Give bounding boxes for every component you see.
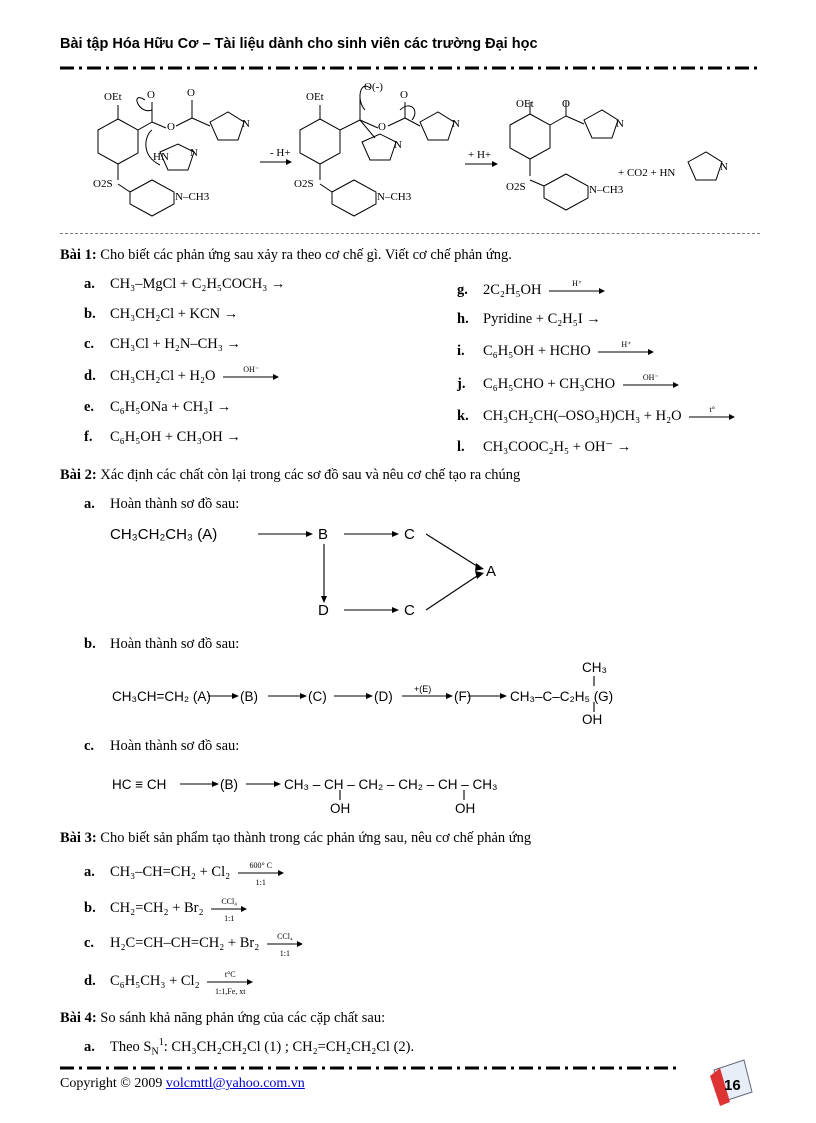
item-label: b. bbox=[84, 306, 96, 322]
scheme-a-end: A bbox=[486, 563, 497, 580]
bai1-item-b bbox=[84, 306, 238, 323]
item-label: g. bbox=[457, 282, 468, 298]
scheme-c-product: CH₃ – CH – CH₂ – CH₂ – CH – CH₃ bbox=[284, 777, 498, 792]
bai3-item-a bbox=[84, 860, 284, 887]
sn-subscript: N bbox=[151, 1046, 159, 1058]
arrow-condition: H⁺ bbox=[572, 278, 583, 288]
bai1-item-e bbox=[84, 399, 231, 416]
bai1-item-f bbox=[84, 429, 241, 446]
item-label: d. bbox=[84, 973, 96, 989]
mech-n-5: N bbox=[616, 118, 624, 130]
item-text: C₆H₅CH₃ + Cl₂ bbox=[110, 973, 200, 989]
mech-ch3-1: N–CH3 bbox=[175, 191, 210, 203]
item-label: h. bbox=[457, 311, 469, 327]
reaction-arrow bbox=[207, 969, 253, 996]
scheme-a-start: CH₃CH₂CH₃ (A) bbox=[110, 526, 218, 543]
mech-products: + CO2 + HN bbox=[618, 167, 676, 179]
item-text: C₆H₅CHO + CH₃CHO bbox=[483, 376, 616, 392]
scheme-a-c: C bbox=[404, 526, 415, 543]
page-header: Bài tập Hóa Hữu Cơ – Tài liệu dành cho sinh viên các trường Đại học bbox=[60, 36, 538, 52]
bai4-item-a bbox=[84, 1037, 414, 1058]
arrow-condition: OH⁻ bbox=[642, 372, 659, 382]
item-text: CH₃CH₂CH(–OSO₃H)CH₃ + H₂O bbox=[483, 408, 682, 424]
email-link[interactable]: volcmttl@yahoo.com.vn bbox=[165, 1076, 305, 1091]
item-label: b. bbox=[84, 636, 96, 652]
bai1-item-a bbox=[84, 276, 285, 293]
reaction-arrow bbox=[549, 278, 605, 295]
item-label: k. bbox=[457, 408, 469, 424]
arrow-condition: CCl₄ bbox=[221, 896, 238, 906]
item-label: c. bbox=[84, 336, 95, 352]
item-label: b. bbox=[84, 900, 96, 916]
bai2-a-scheme bbox=[108, 518, 528, 628]
reaction-arrow bbox=[238, 860, 284, 887]
mech-hn-1: HN bbox=[153, 151, 169, 163]
bai3-text: Cho biết sản phẩm tạo thành trong các phản ứng sau, nêu cơ chế phản ứng bbox=[100, 830, 532, 846]
scheme-a-d: D bbox=[318, 602, 329, 619]
bai1-item-l bbox=[457, 439, 631, 456]
bai4-title: Bài 4: bbox=[60, 1010, 97, 1026]
bai4-text: So sánh khả năng phản ứng của các cặp chất sau: bbox=[100, 1010, 386, 1026]
bai1-item-k bbox=[457, 404, 735, 425]
item-text: CH₃–CH=CH₂ + Cl₂ bbox=[110, 864, 231, 880]
mech-n-4: N bbox=[394, 139, 402, 151]
item-text: CH₃CH₂Cl + KCN → bbox=[110, 306, 239, 322]
scheme-c-start: HC ≡ CH bbox=[112, 777, 167, 792]
mech-o-1: O bbox=[147, 89, 155, 101]
reaction-arrow bbox=[223, 364, 279, 381]
scheme-b-c: (C) bbox=[308, 689, 327, 704]
mech-o-minus: O(-) bbox=[364, 81, 383, 93]
reaction-arrow bbox=[267, 931, 303, 958]
mech-o-3: O bbox=[187, 87, 195, 99]
bai1-item-j bbox=[457, 372, 679, 393]
arrow-condition: CCl₄ bbox=[277, 931, 293, 941]
mech-n-3: N bbox=[452, 118, 460, 130]
bai3-heading bbox=[60, 830, 531, 847]
item-text: CH₃COOC₂H₅ + OH⁻ → bbox=[483, 439, 632, 455]
arrow-ratio: 1:1 bbox=[279, 948, 291, 958]
item-text: H₂C=CH–CH=CH₂ + Br₂ bbox=[110, 935, 260, 951]
item-text: CH₂=CH₂ + Br₂ bbox=[110, 900, 204, 916]
item-text: CH₃CH₂Cl + H₂O bbox=[110, 368, 216, 384]
arrow-condition: 600° C bbox=[249, 860, 273, 870]
mech-so2-2: O2S bbox=[294, 178, 314, 190]
sn-superscript: 1 bbox=[158, 1037, 164, 1048]
bai1-item-g bbox=[457, 278, 605, 299]
arrow-ratio: 1:1 bbox=[255, 877, 266, 887]
item-text: CH₃–MgCl + C₂H₅COCH₃ → bbox=[110, 276, 286, 292]
item-label: a. bbox=[84, 864, 95, 880]
bai1-heading bbox=[60, 247, 512, 264]
item-text: 2C₂H₅OH bbox=[483, 282, 542, 298]
footer-divider bbox=[60, 1064, 680, 1072]
arrow-condition: t°C bbox=[224, 969, 236, 979]
scheme-b-d: (D) bbox=[374, 689, 393, 704]
arrow-condition: H⁺ bbox=[621, 339, 632, 349]
item-label: a. bbox=[84, 1038, 95, 1055]
arrow-ratio: 1:1 bbox=[224, 913, 235, 923]
scheme-b-bottom: OH bbox=[582, 712, 603, 727]
arrow-condition: t° bbox=[709, 404, 715, 414]
mechanism-scheme bbox=[60, 80, 760, 230]
scheme-b-top: CH₃ bbox=[582, 660, 607, 675]
bai2-c-scheme bbox=[112, 770, 532, 820]
item-label: a. bbox=[84, 496, 95, 512]
bai3-item-c bbox=[84, 931, 303, 958]
mech-n-1: N bbox=[242, 118, 250, 130]
mech-plus-h: + H+ bbox=[468, 149, 492, 161]
bai2-a-heading bbox=[84, 496, 239, 513]
bai2-text: Xác định các chất còn lại trong các sơ đồ sau và nêu cơ chế tạo ra chúng bbox=[100, 467, 521, 483]
bai2-c-heading bbox=[84, 738, 239, 755]
bai1-text: Cho biết các phản ứng sau xảy ra theo cơ chế gì. Viết cơ chế phản ứng. bbox=[100, 247, 512, 263]
bai3-title: Bài 3: bbox=[60, 830, 97, 846]
copyright-text: Copyright © 2009 bbox=[60, 1076, 163, 1091]
mech-n-6: N bbox=[720, 161, 728, 173]
item-text: Hoàn thành sơ đồ sau: bbox=[110, 496, 240, 512]
bai4-heading bbox=[60, 1010, 385, 1027]
scheme-c-oh-1: OH bbox=[330, 801, 351, 816]
bai1-item-c bbox=[84, 336, 241, 353]
item-label: c. bbox=[84, 738, 95, 754]
item-text: Hoàn thành sơ đồ sau: bbox=[110, 636, 240, 652]
bai1-item-d bbox=[84, 364, 279, 385]
page-number: 16 bbox=[724, 1077, 741, 1094]
item-text: Theo S bbox=[110, 1038, 152, 1055]
page-number-badge bbox=[706, 1056, 756, 1108]
reaction-arrow bbox=[623, 372, 679, 389]
mech-ch3-2: N–CH3 bbox=[377, 191, 412, 203]
item-label: j. bbox=[457, 376, 466, 392]
scheme-b-f: (F) bbox=[454, 689, 472, 704]
item-text: Hoàn thành sơ đồ sau: bbox=[110, 738, 240, 754]
item-text: C₆H₅ONa + CH₃I → bbox=[110, 399, 232, 415]
footer bbox=[60, 1076, 305, 1092]
item-label: e. bbox=[84, 399, 95, 415]
item-label: d. bbox=[84, 368, 96, 384]
scheme-c-oh-2: OH bbox=[455, 801, 476, 816]
item-label: c. bbox=[84, 935, 95, 951]
mech-oet-3: OEt bbox=[516, 98, 534, 110]
arrow-ratio: 1:1,Fe, xt bbox=[215, 986, 246, 996]
item-text: CH₃Cl + H₂N–CH₃ → bbox=[110, 336, 241, 352]
reaction-arrow bbox=[598, 339, 654, 356]
bai1-item-h bbox=[457, 311, 601, 328]
scheme-c-b: (B) bbox=[220, 777, 238, 792]
bai1-title: Bài 1: bbox=[60, 247, 97, 263]
mech-o-4: O bbox=[378, 121, 386, 133]
mech-oet-2: OEt bbox=[306, 91, 324, 103]
bai2-title: Bài 2: bbox=[60, 467, 97, 483]
mech-oet-1: OEt bbox=[104, 91, 122, 103]
scheme-a-c2: C bbox=[404, 602, 415, 619]
mech-n-2: N bbox=[190, 147, 198, 159]
scheme-b-cond: +(E) bbox=[414, 684, 432, 694]
mech-minus-h: - H+ bbox=[270, 147, 291, 159]
section-divider bbox=[60, 233, 760, 234]
mech-ch3-3: N–CH3 bbox=[589, 184, 624, 196]
scheme-b-a: CH₃CH=CH₂ (A) bbox=[112, 689, 211, 704]
mech-so2-1: O2S bbox=[93, 178, 113, 190]
bai2-heading bbox=[60, 467, 520, 484]
bai2-b-scheme bbox=[112, 656, 672, 736]
scheme-a-b: B bbox=[318, 526, 329, 543]
reaction-arrow bbox=[689, 404, 735, 421]
item-text: Pyridine + C₂H₅I → bbox=[483, 311, 601, 327]
item-label: l. bbox=[457, 439, 465, 455]
item-text: C₆H₅OH + HCHO bbox=[483, 343, 591, 359]
mech-o-6: O bbox=[562, 98, 570, 110]
item-label: i. bbox=[457, 343, 465, 359]
bai1-item-i bbox=[457, 339, 654, 360]
item-label: f. bbox=[84, 429, 93, 445]
item-label: a. bbox=[84, 276, 95, 292]
mech-o-5: O bbox=[400, 89, 408, 101]
item-text: C₆H₅OH + CH₃OH → bbox=[110, 429, 241, 445]
scheme-b-main: CH₃–C–C₂H₅ (G) bbox=[510, 689, 614, 704]
bai2-b-heading bbox=[84, 636, 239, 653]
item-text-rest: : CH₃CH₂CH₂Cl (1) ; CH₂=CH₂CH₂Cl (2). bbox=[163, 1038, 415, 1055]
bai3-item-b bbox=[84, 896, 247, 923]
bai3-item-d bbox=[84, 969, 253, 996]
mech-o-2: O bbox=[167, 121, 175, 133]
reaction-arrow bbox=[211, 896, 247, 923]
header-divider bbox=[60, 64, 760, 72]
arrow-condition: OH⁻ bbox=[243, 364, 260, 374]
mech-so2-3: O2S bbox=[506, 181, 526, 193]
scheme-b-b: (B) bbox=[240, 689, 258, 704]
